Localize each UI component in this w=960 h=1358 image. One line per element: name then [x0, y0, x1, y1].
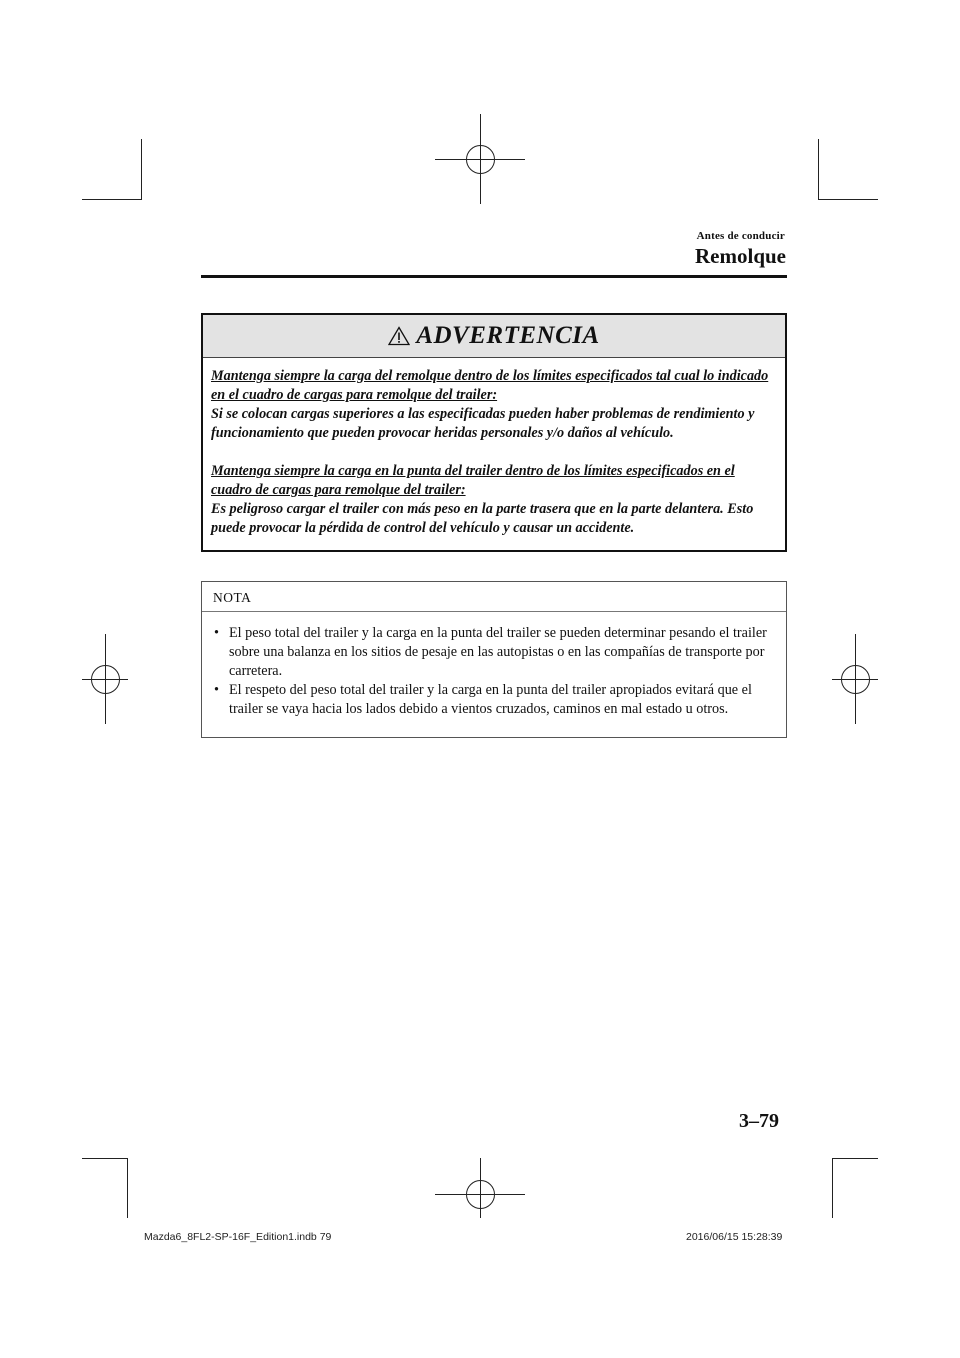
note-text-2: El respeto del peso total del trailer y la carga en la punta del trailer apropiados evitará que el trailer se vaya hacia los lados debido a vientos cruzados, caminos en mal estado u otros.: [229, 682, 752, 717]
note-list: [213, 624, 776, 719]
warning-heading-1: Mantenga siempre la carga del remolque dentro de los límites especificados tal cual lo indicado en el cuadro de cargas para remolque del trailer:: [211, 368, 769, 403]
note-title: NOTA: [213, 590, 252, 605]
note-box: [201, 581, 787, 738]
note-header: [202, 582, 786, 612]
warning-triangle-icon: [388, 326, 410, 346]
footer-filename: Mazda6_8FL2-SP-16F_Edition1.indb 79: [144, 1231, 332, 1243]
page-number: 3–79: [739, 1110, 779, 1132]
warning-text-2: Es peligroso cargar el trailer con más peso en la parte trasera que en la parte delantera. Esto puede provocar la pérdida de control del vehículo y causar un accidente.: [211, 501, 754, 536]
list-item: [213, 681, 776, 719]
section-label: Antes de conducir: [696, 230, 785, 242]
crop-mark: [82, 199, 142, 200]
warning-heading-2: Mantenga siempre la carga en la punta del trailer dentro de los límites especificados en el cuadro de cargas para remolque del trailer:: [211, 463, 735, 498]
warning-title: ADVERTENCIA: [416, 322, 600, 349]
footer-timestamp: 2016/06/15 15:28:39: [686, 1231, 783, 1243]
crop-mark: [832, 1158, 878, 1159]
page-title: Remolque: [695, 244, 786, 268]
warning-box: [201, 313, 787, 552]
crop-mark: [832, 1158, 833, 1218]
list-item: [213, 624, 776, 681]
warning-header: [203, 315, 785, 358]
warning-body: [211, 367, 779, 538]
header-divider: [201, 275, 787, 278]
bullet-icon: •: [214, 625, 219, 641]
crop-mark: [818, 139, 819, 199]
crop-mark: [818, 199, 878, 200]
crop-mark: [127, 1158, 128, 1218]
bullet-icon: •: [214, 682, 219, 698]
crop-mark: [141, 139, 142, 199]
note-text-1: El peso total del trailer y la carga en la punta del trailer se pueden determinar pesando el trailer sobre una balanza en los sitios de pesaje en las autopistas o en las compañías de transporte por carretera.: [229, 625, 767, 679]
warning-text-1: Si se colocan cargas superiores a las especificadas pueden haber problemas de rendimiento y funcionamiento que pueden provocar heridas personales y/o daños al vehículo.: [211, 406, 755, 441]
crop-mark: [82, 1158, 128, 1159]
